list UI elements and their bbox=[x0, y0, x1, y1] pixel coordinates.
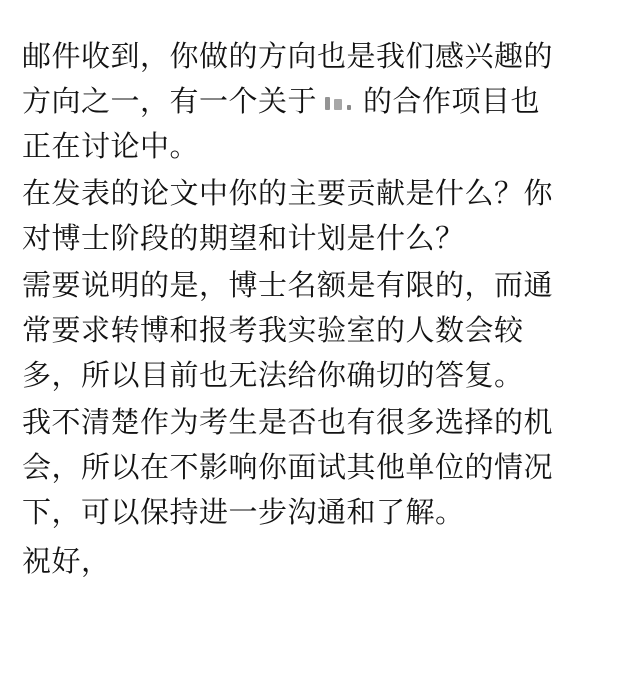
text-line: 对博士阶段的期望和计划是什么？ bbox=[22, 221, 465, 255]
signoff bbox=[22, 539, 617, 584]
text-line: 会，所以在不影响你面试其他单位的情况 bbox=[22, 450, 554, 484]
text-line-with-redaction bbox=[22, 79, 617, 124]
message-body bbox=[22, 34, 617, 584]
text-line: 常要求转博和报考我实验室的人数会较 bbox=[22, 313, 524, 347]
paragraph-4 bbox=[22, 400, 617, 535]
text-segment-suffix: 的合作项目也 bbox=[363, 84, 541, 118]
text-line: 我不清楚作为考生是否也有很多选择的机 bbox=[22, 405, 554, 439]
paragraph-2 bbox=[22, 171, 617, 261]
blurred-redaction-icon bbox=[317, 87, 363, 117]
text-line: 需要说明的是，博士名额是有限的，而通 bbox=[22, 268, 554, 302]
text-line: 在发表的论文中你的主要贡献是什么？你 bbox=[22, 176, 554, 210]
text-line: 多，所以目前也无法给你确切的答复。 bbox=[22, 358, 524, 392]
signoff-text: 祝好， bbox=[22, 544, 111, 578]
text-segment: 方向之一，有一个关于 bbox=[22, 84, 318, 118]
paragraph-1 bbox=[22, 34, 617, 169]
paragraph-3 bbox=[22, 263, 617, 398]
text-line: 下，可以保持进一步沟通和了解。 bbox=[22, 495, 465, 529]
text-line: 邮件收到，你做的方向也是我们感兴趣的 bbox=[22, 39, 554, 73]
text-line: 正在讨论中。 bbox=[22, 129, 200, 163]
